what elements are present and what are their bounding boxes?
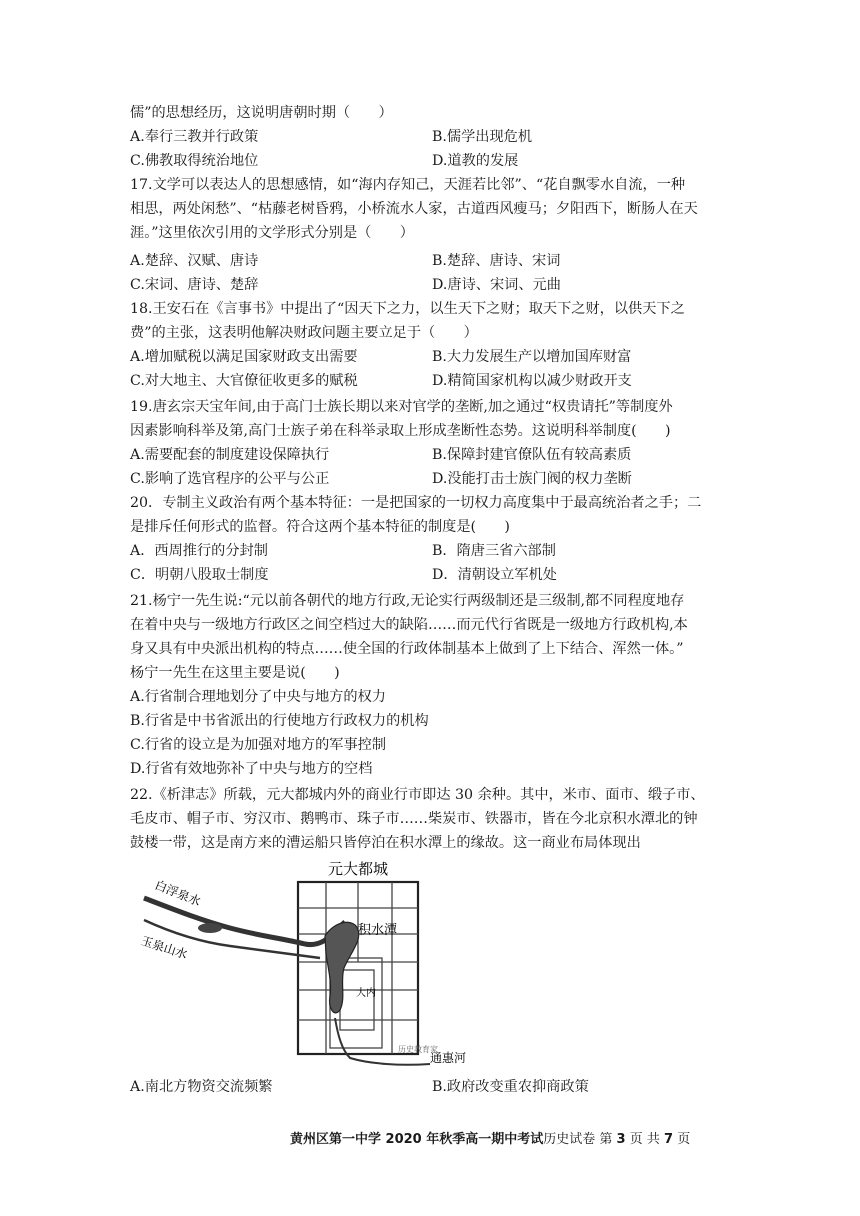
footer-suffix: 页: [677, 1132, 691, 1147]
q22-option-a: A.南北方物资交流频繁: [130, 1079, 273, 1095]
q17-option-c: C.宋词、唐诗、楚辞: [130, 277, 259, 293]
q19-stem-2: 因素影响科举及第,高门士族子弟在科举录取上形成垄断性态势。这说明科举制度( ): [130, 423, 671, 439]
q20-option-d: D．清朝设立军机处: [432, 567, 557, 583]
q21-option-b: B.行省是中书省派出的行使地方行政权力的机构: [130, 713, 429, 729]
q17-stem-2: 相思，两处闲愁”、“枯藤老树昏鸦，小桥流水人家，古道西风瘦马；夕阳西下，断肠人在天: [130, 201, 698, 217]
footer-page-prefix: 第: [599, 1132, 613, 1147]
q20-option-b: B．隋唐三省六部制: [432, 543, 556, 559]
q17-option-d: D.唐诗、宋词、元曲: [432, 277, 561, 293]
q21-option-a: A.行省制合理地划分了中央与地方的权力: [130, 689, 386, 705]
q22-stem-2: 毛皮市、帽子市、穷汉市、鹅鸭市、珠子市……柴炭市、铁器市，皆在今北京积水潭北的钟: [130, 811, 698, 827]
q22-stem-1: 22.《析津志》所载，元大都城内外的商业行市即达 30 余种。其中，米市、面市、缎子市、: [130, 787, 705, 803]
q21-option-c: C.行省的设立是为加强对地方的军事控制: [130, 737, 387, 753]
map-title: 元大都城: [327, 860, 389, 878]
canal-label: 通惠河: [430, 1051, 467, 1065]
q19-stem-1: 19.唐玄宗天宝年间,由于高门士族长期以来对官学的垄断,加之通过“权贵请托”等制度外: [130, 399, 673, 415]
q22-stem-3: 鼓楼一带，这是南方来的漕运船只皆停泊在积水潭上的缘故。这一商业布局体现出: [130, 835, 641, 851]
q20-stem-1: 20．专制主义政治有两个基本特征：一是把国家的一切权力高度集中于最高统治者之手；二: [130, 495, 702, 511]
q19-option-c: C.影响了选官程序的公平与公正: [130, 471, 330, 487]
q19-option-a: A.需要配套的制度建设保障执行: [130, 447, 330, 463]
q19-option-d: D.没能打击士族门阀的权力垄断: [432, 471, 632, 487]
q18-option-d: D.精简国家机构以减少财政开支: [432, 373, 632, 389]
q20-option-a: A．西周推行的分封制: [130, 543, 268, 559]
q18-option-a: A.增加赋税以满足国家财政支出需要: [130, 349, 358, 365]
q19-option-b: B.保障封建官僚队伍有较高素质: [432, 447, 632, 463]
footer-mid: 页 共: [629, 1132, 660, 1147]
q18-option-b: B.大力发展生产以增加国库财富: [432, 349, 632, 365]
q18-option-c: C.对大地主、大官僚征收更多的赋税: [130, 373, 358, 389]
q21-stem-1: 21.杨宁一先生说:“元以前各朝代的地方行政,无论实行两级制还是三级制,都不同程度地存: [130, 593, 685, 609]
q16-option-c: C.佛教取得统治地位: [130, 153, 259, 169]
city-grid: [298, 882, 418, 1054]
watermark-text: 历史教育家: [398, 1045, 438, 1054]
q17-stem-3: 涯。”这里依次引用的文学形式分别是（ ）: [130, 225, 414, 241]
q16-stem-tail: 儒”的思想经历，这说明唐朝时期（ ）: [130, 105, 393, 121]
lake-label: 积水潭: [358, 923, 398, 938]
q17-option-a: A.楚辞、汉赋、唐诗: [130, 253, 259, 269]
q21-stem-3: 身又具有中央派出机构的特点……使全国的行政体制基本上做到了上下结合、浑然一体。”: [130, 641, 684, 657]
footer-subject: 历史试卷: [543, 1132, 596, 1147]
q17-stem-1: 17.文学可以表达人的思想感情，如“海内存知己，天涯若比邻”、“花自飘零水自流，一种: [130, 177, 686, 193]
q21-stem-4: 杨宁一先生在这里主要是说( ): [130, 665, 340, 681]
jishuitan-lake: [325, 922, 359, 1013]
q16-option-a: A.奉行三教并行政策: [130, 129, 259, 145]
river1-label: 白浮泉水: [152, 877, 203, 909]
q21-option-d: D.行省有效地弥补了中央与地方的空档: [130, 761, 373, 777]
q22-option-b: B.政府改变重农抑商政策: [432, 1079, 589, 1095]
q21-stem-2: 在着中央与一级地方行政区之间空档过大的缺陷……而元代行省既是一级地方行政机构,本: [130, 617, 688, 633]
palace-label: 大内: [356, 988, 376, 999]
q20-option-c: C．明朝八股取士制度: [130, 567, 269, 583]
dadu-city-map: [130, 858, 500, 1072]
q20-stem-2: 是排斥任何形式的监督。符合这两个基本特征的制度是( ): [130, 519, 510, 535]
q17-option-b: B.楚辞、唐诗、宋词: [432, 253, 561, 269]
q18-stem-2: 费”的主张，这表明他解决财政问题主要立足于（ ）: [130, 325, 478, 341]
river2-label: 玉泉山水: [139, 933, 190, 962]
reservoir-mark: [198, 923, 222, 933]
footer-school: 黄州区第一中学 2020 年秋季高一期中考试: [290, 1132, 544, 1147]
q16-option-b: B.儒学出现危机: [432, 129, 533, 145]
footer-total-pages: 7: [664, 1132, 674, 1147]
footer-page-number: 3: [616, 1132, 626, 1147]
q16-option-d: D.道教的发展: [432, 153, 519, 169]
page-footer: [290, 1128, 690, 1147]
q18-stem-1: 18.王安石在《言事书》中提出了“因天下之力，以生天下之财；取天下之财，以供天下之: [130, 301, 685, 317]
baifu-spring-river: [144, 898, 345, 945]
